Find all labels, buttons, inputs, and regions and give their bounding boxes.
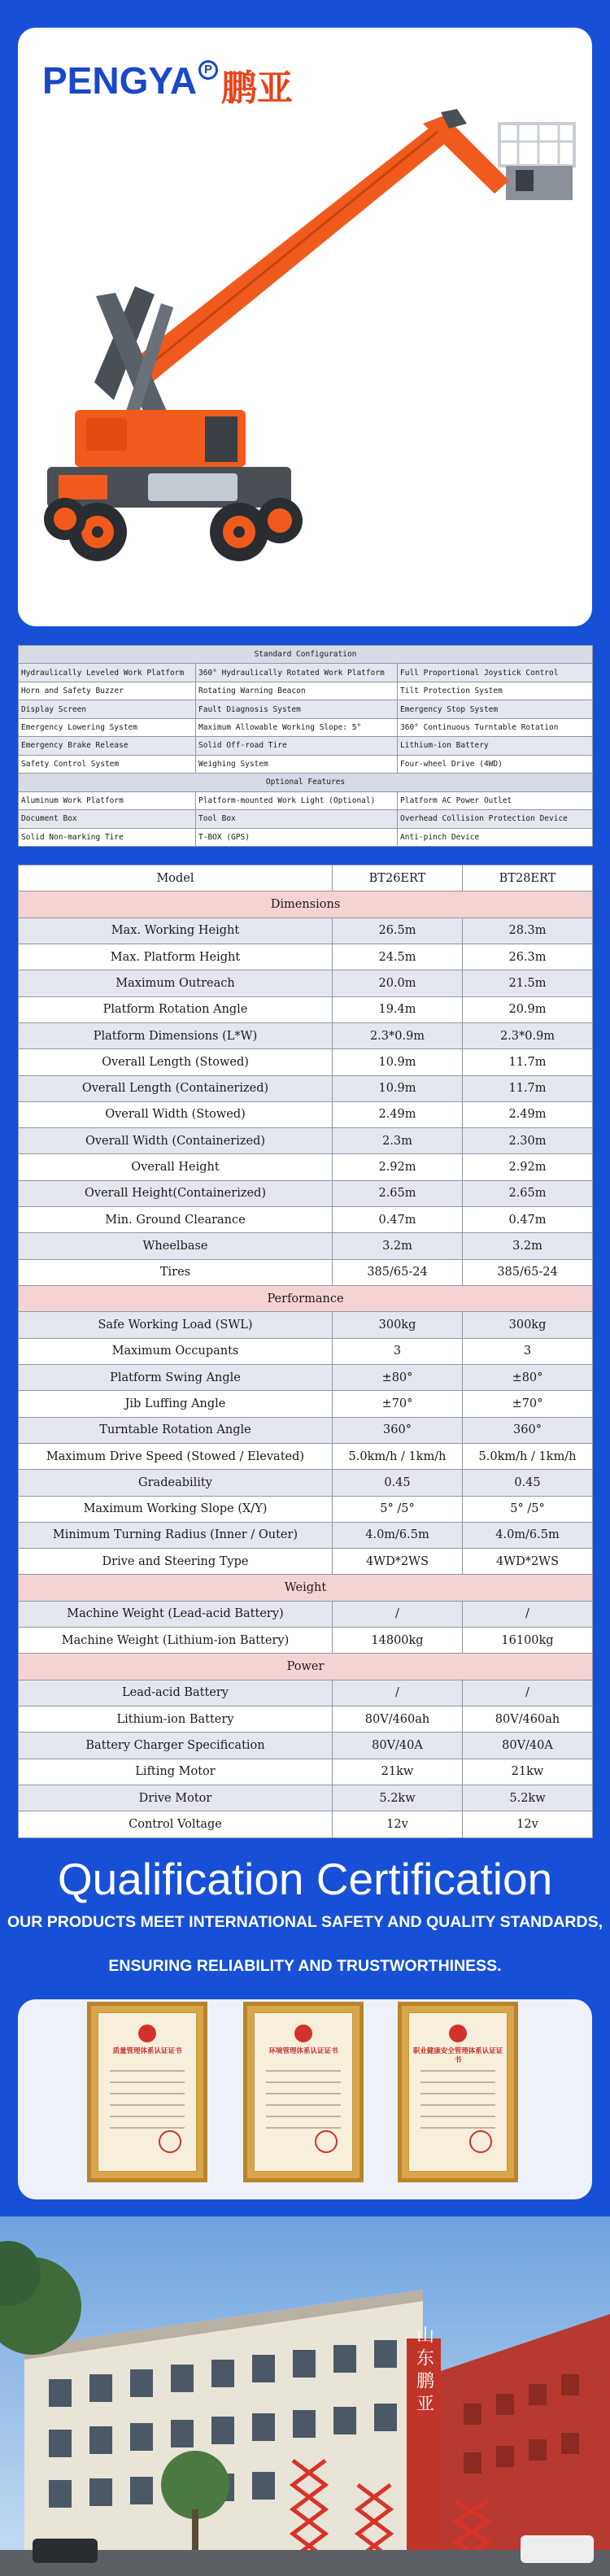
registered-mark: P — [198, 60, 218, 80]
config-row — [19, 718, 593, 736]
table-row — [19, 1443, 593, 1469]
row-value-b: 5.0km/h / 1km/h — [463, 1443, 593, 1469]
row-value-a: ±80° — [333, 1364, 463, 1390]
row-value-a: 10.9m — [333, 1049, 463, 1075]
table-row — [19, 918, 593, 944]
certificate-title: 质量管理体系认证证书 — [112, 2047, 182, 2055]
row-label: Tires — [19, 1259, 333, 1285]
table-row — [19, 1128, 593, 1154]
standard-config-title: Standard Configuration — [19, 646, 593, 664]
row-value-b: ±80° — [463, 1364, 593, 1390]
row-label: Minimum Turning Radius (Inner / Outer) — [19, 1522, 333, 1548]
qualification-subtitle-1: OUR PRODUCTS MEET INTERNATIONAL SAFETY AND QUALITY STANDARDS, — [7, 1913, 603, 1931]
table-row — [19, 1733, 593, 1759]
row-value-a: 20.0m — [333, 970, 463, 996]
table-row — [19, 1496, 593, 1522]
stamp-icon — [469, 2130, 492, 2153]
row-value-b: 21.5m — [463, 970, 593, 996]
table-row — [19, 1522, 593, 1548]
config-cell: 360° Hydraulically Rotated Work Platform — [196, 664, 398, 682]
row-value-a: 2.49m — [333, 1101, 463, 1127]
table-row — [19, 1049, 593, 1075]
table-row — [19, 1075, 593, 1101]
config-cell: Solid Off-road Tire — [196, 737, 398, 755]
row-value-b: ±70° — [463, 1391, 593, 1417]
row-value-a: 0.45 — [333, 1470, 463, 1496]
config-cell: Safety Control System — [19, 755, 196, 773]
config-cell: Platform AC Power Outlet — [398, 791, 593, 809]
row-value-a: / — [333, 1601, 463, 1627]
table-row — [19, 1233, 593, 1259]
table-row — [19, 996, 593, 1022]
config-cell: Horn and Safety Buzzer — [19, 682, 196, 700]
seal-icon — [449, 2025, 467, 2042]
config-cell: Document Box — [19, 810, 196, 828]
table-row — [19, 1364, 593, 1390]
upper-boom — [132, 125, 447, 386]
config-cell: Tilt Protection System — [398, 682, 593, 700]
table-row — [19, 1811, 593, 1838]
row-value-a: 2.3*0.9m — [333, 1022, 463, 1048]
config-cell: Rotating Warning Beacon — [196, 682, 398, 700]
row-label: Maximum Drive Speed (Stowed / Elevated) — [19, 1443, 333, 1469]
row-label: Machine Weight (Lead-acid Battery) — [19, 1601, 333, 1627]
seal-icon — [294, 2025, 312, 2042]
row-value-a: 4.0m/6.5m — [333, 1522, 463, 1548]
row-label: Platform Dimensions (L*W) — [19, 1022, 333, 1048]
config-cell: Anti-pinch Device — [398, 828, 593, 846]
row-value-b: 0.45 — [463, 1470, 593, 1496]
config-cell: Solid Non-marking Tire — [19, 828, 196, 846]
table-row — [19, 1759, 593, 1785]
optional-features-title: Optional Features — [19, 774, 593, 791]
row-value-b: 2.3*0.9m — [463, 1022, 593, 1048]
row-label: Lead-acid Battery — [19, 1680, 333, 1706]
row-label: Maximum Working Slope (X/Y) — [19, 1496, 333, 1522]
row-value-a: 4WD*2WS — [333, 1549, 463, 1575]
row-value-b: 20.9m — [463, 996, 593, 1022]
row-value-a: 5° /5° — [333, 1496, 463, 1522]
table-row — [19, 1022, 593, 1048]
row-value-a: 10.9m — [333, 1075, 463, 1101]
row-value-b: 80V/40A — [463, 1733, 593, 1759]
seal-icon — [138, 2025, 156, 2042]
row-label: Maximum Outreach — [19, 970, 333, 996]
row-value-b: 11.7m — [463, 1075, 593, 1101]
row-value-a: ±70° — [333, 1391, 463, 1417]
row-label: Overall Height — [19, 1154, 333, 1180]
parameters-table — [18, 865, 593, 1838]
row-label: Min. Ground Clearance — [19, 1207, 333, 1233]
certificate-title: 环境管理体系认证证书 — [268, 2047, 338, 2055]
row-value-b: 16100kg — [463, 1628, 593, 1654]
config-cell: Tool Box — [196, 810, 398, 828]
row-label: Platform Rotation Angle — [19, 996, 333, 1022]
section-header-row — [19, 1575, 593, 1601]
row-value-a: 3 — [333, 1338, 463, 1364]
config-cell: T-BOX (GPS) — [196, 828, 398, 846]
row-value-a: 80V/40A — [333, 1733, 463, 1759]
factory-photo — [0, 2216, 610, 2576]
config-row — [19, 737, 593, 755]
config-cell: Emergency Brake Release — [19, 737, 196, 755]
table-row — [19, 1180, 593, 1206]
row-label: Turntable Rotation Angle — [19, 1417, 333, 1443]
row-value-a: 80V/460ah — [333, 1706, 463, 1733]
table-header-row — [19, 865, 593, 891]
table-row — [19, 1338, 593, 1364]
row-value-a: 14800kg — [333, 1628, 463, 1654]
row-label: Gradeability — [19, 1470, 333, 1496]
row-value-b: / — [463, 1601, 593, 1627]
row-label: Overall Length (Containerized) — [19, 1075, 333, 1101]
work-platform — [499, 124, 574, 200]
qualification-subtitle-2: ENSURING RELIABILITY AND TRUSTWORTHINESS. — [108, 1957, 502, 1975]
config-cell: Platform-mounted Work Light (Optional) — [196, 791, 398, 809]
hero-card — [18, 28, 592, 626]
row-value-b: 2.49m — [463, 1101, 593, 1127]
row-label: Platform Swing Angle — [19, 1364, 333, 1390]
section-title: Performance — [19, 1286, 593, 1312]
row-value-a: 2.65m — [333, 1180, 463, 1206]
row-label: Overall Width (Stowed) — [19, 1101, 333, 1127]
config-row — [19, 700, 593, 718]
config-row — [19, 682, 593, 700]
brand-name: PENGYA — [42, 59, 198, 102]
configuration-table — [18, 645, 593, 847]
brand-name-cn: 鹏亚 — [221, 68, 294, 109]
table-row — [19, 1785, 593, 1811]
row-value-b: 5° /5° — [463, 1496, 593, 1522]
row-label: Lifting Motor — [19, 1759, 333, 1785]
config-cell: Aluminum Work Platform — [19, 791, 196, 809]
config-row — [19, 828, 593, 846]
config-cell: Emergency Lowering System — [19, 718, 196, 736]
section-title: Power — [19, 1654, 593, 1680]
table-row — [19, 1154, 593, 1180]
row-value-b: 26.3m — [463, 944, 593, 970]
row-value-a: 5.2kw — [333, 1785, 463, 1811]
row-value-b: 21kw — [463, 1759, 593, 1785]
row-value-b: 11.7m — [463, 1049, 593, 1075]
row-value-b: 12v — [463, 1811, 593, 1838]
row-value-b: 4WD*2WS — [463, 1549, 593, 1575]
certificate-environment — [243, 2002, 364, 2182]
jib-arm — [423, 116, 509, 194]
row-value-b: 385/65-24 — [463, 1259, 593, 1285]
config-cell: Fault Diagnosis System — [196, 700, 398, 718]
config-cell: Emergency Stop System — [398, 700, 593, 718]
row-value-b: 2.92m — [463, 1154, 593, 1180]
row-value-b: 5.2kw — [463, 1785, 593, 1811]
row-value-a: 3.2m — [333, 1233, 463, 1259]
row-value-a: / — [333, 1680, 463, 1706]
row-value-a: 385/65-24 — [333, 1259, 463, 1285]
factory-sign: 山东鹏亚 — [413, 2325, 434, 2417]
row-label: Overall Length (Stowed) — [19, 1049, 333, 1075]
table-row — [19, 1312, 593, 1338]
qualification-title: Qualification Certification — [57, 1854, 553, 1904]
row-value-b: 360° — [463, 1417, 593, 1443]
row-value-a: 300kg — [333, 1312, 463, 1338]
row-value-b: 2.65m — [463, 1180, 593, 1206]
section-header-row — [19, 1654, 593, 1680]
table-row — [19, 1680, 593, 1706]
config-cell: Four-wheel Drive (4WD) — [398, 755, 593, 773]
row-label: Max. Platform Height — [19, 944, 333, 970]
config-row — [19, 664, 593, 682]
section-header-row — [19, 1286, 593, 1312]
row-value-a: 0.47m — [333, 1207, 463, 1233]
row-label: Safe Working Load (SWL) — [19, 1312, 333, 1338]
row-label: Overall Height(Containerized) — [19, 1180, 333, 1206]
table-row — [19, 1259, 593, 1285]
row-label: Maximum Occupants — [19, 1338, 333, 1364]
table-row — [19, 1470, 593, 1496]
row-value-a: 26.5m — [333, 918, 463, 944]
section-title: Dimensions — [19, 891, 593, 918]
config-row — [19, 755, 593, 773]
config-cell: Maximum Allowable Working Slope: 5° — [196, 718, 398, 736]
row-value-b: 0.47m — [463, 1207, 593, 1233]
config-cell: Overhead Collision Protection Device — [398, 810, 593, 828]
row-value-a: 360° — [333, 1417, 463, 1443]
table-row — [19, 1706, 593, 1733]
row-label: Control Voltage — [19, 1811, 333, 1838]
brand-logo — [42, 59, 293, 111]
table-row — [19, 970, 593, 996]
certificate-occupational-health — [398, 2002, 518, 2182]
row-value-b: / — [463, 1680, 593, 1706]
config-cell: Full Proportional Joystick Control — [398, 664, 593, 682]
row-value-a: 21kw — [333, 1759, 463, 1785]
row-label: Drive Motor — [19, 1785, 333, 1811]
table-row — [19, 1391, 593, 1417]
boom-lift-illustration — [18, 28, 592, 626]
header-cell-model: Model — [19, 865, 333, 891]
row-value-a: 2.3m — [333, 1128, 463, 1154]
table-row — [19, 1101, 593, 1127]
config-cell: Lithium-ion Battery — [398, 737, 593, 755]
certificate-quality — [87, 2002, 207, 2182]
certificate-title: 职业健康安全管理体系认证证书 — [412, 2047, 503, 2064]
table-row — [19, 1207, 593, 1233]
row-label: Battery Charger Specification — [19, 1733, 333, 1759]
row-value-a: 2.92m — [333, 1154, 463, 1180]
row-label: Lithium-ion Battery — [19, 1706, 333, 1733]
row-label: Max. Working Height — [19, 918, 333, 944]
table-row — [19, 1601, 593, 1627]
table-row — [19, 1549, 593, 1575]
row-value-a: 12v — [333, 1811, 463, 1838]
row-label: Machine Weight (Lithium-ion Battery) — [19, 1628, 333, 1654]
config-cell: Weighing System — [196, 755, 398, 773]
car — [521, 2535, 594, 2563]
config-cell: 360° Continuous Turntable Rotation — [398, 718, 593, 736]
row-label: Wheelbase — [19, 1233, 333, 1259]
config-cell: Display Screen — [19, 700, 196, 718]
stamp-icon — [315, 2130, 338, 2153]
config-row — [19, 810, 593, 828]
row-value-b: 4.0m/6.5m — [463, 1522, 593, 1548]
config-cell: Hydraulically Leveled Work Platform — [19, 664, 196, 682]
row-value-b: 300kg — [463, 1312, 593, 1338]
row-value-a: 5.0km/h / 1km/h — [333, 1443, 463, 1469]
header-cell-model-b: BT28ERT — [463, 865, 593, 891]
config-row — [19, 791, 593, 809]
header-cell-model-a: BT26ERT — [333, 865, 463, 891]
row-value-b: 3.2m — [463, 1233, 593, 1259]
row-value-b: 80V/460ah — [463, 1706, 593, 1733]
table-row — [19, 944, 593, 970]
row-value-b: 28.3m — [463, 918, 593, 944]
row-value-a: 19.4m — [333, 996, 463, 1022]
section-title: Weight — [19, 1575, 593, 1601]
row-label: Overall Width (Containerized) — [19, 1128, 333, 1154]
row-label: Jib Luffing Angle — [19, 1391, 333, 1417]
table-row — [19, 1628, 593, 1654]
row-label: Drive and Steering Type — [19, 1549, 333, 1575]
row-value-b: 3 — [463, 1338, 593, 1364]
section-header-row — [19, 891, 593, 918]
table-row — [19, 1417, 593, 1443]
row-value-b: 2.30m — [463, 1128, 593, 1154]
row-value-a: 24.5m — [333, 944, 463, 970]
stamp-icon — [159, 2130, 181, 2153]
